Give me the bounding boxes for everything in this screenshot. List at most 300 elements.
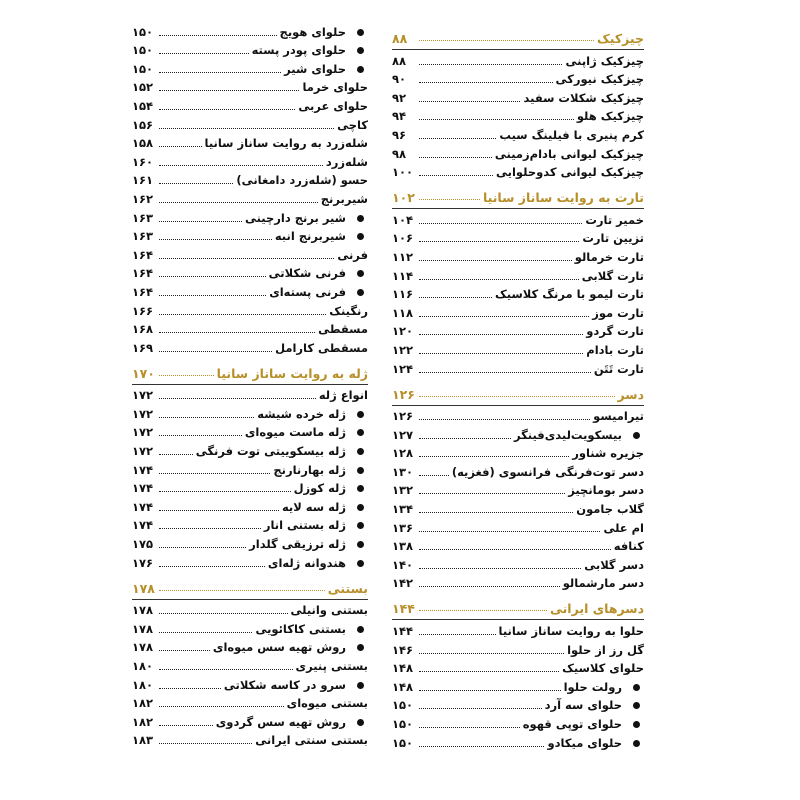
- page-number: ۹۸: [392, 146, 407, 161]
- page-number: ۱۴۸: [392, 679, 414, 694]
- toc-section-heading: [392, 25, 644, 47]
- bullet-icon: [357, 504, 364, 511]
- page-number: ۱۵۰: [392, 735, 414, 750]
- dot-leader: [159, 613, 288, 614]
- entry-title: بستنی کاکائویی: [255, 621, 346, 636]
- dot-leader: [159, 375, 214, 376]
- dot-leader: [159, 669, 293, 670]
- page-number: ۱۸۰: [132, 677, 154, 692]
- entry-title: ژله کوزل: [293, 481, 346, 496]
- toc-subentry: [132, 619, 368, 638]
- toc-subentry: [132, 264, 368, 283]
- page-number: ۱۵۸: [132, 136, 154, 151]
- toc-entry: [132, 694, 368, 713]
- toc-entry: [392, 303, 644, 322]
- entry-title: حلوای هویج: [279, 24, 346, 39]
- toc-subentry: [392, 733, 644, 752]
- entry-title: چیزکیک نیورکی: [555, 72, 644, 87]
- dot-leader: [419, 82, 553, 83]
- bullet-icon: [357, 411, 364, 418]
- entry-title: سرو در کاسه شکلاتی: [223, 677, 346, 692]
- page-number: ۱۵۰: [132, 24, 154, 39]
- page-number: ۱۰۴: [392, 212, 414, 227]
- entry-title: کرم پنیری با فیلینگ سیب: [499, 127, 644, 142]
- entry-title: دسر بومانچیز: [568, 483, 644, 498]
- entry-title: شیربرنج انبه: [274, 229, 346, 244]
- dot-leader: [419, 64, 562, 65]
- bullet-icon: [357, 215, 364, 222]
- dot-leader: [419, 119, 574, 120]
- dot-leader: [419, 199, 480, 200]
- entry-title: شله‌زرد به روایت ساناز سانیا: [204, 136, 368, 151]
- toc-entry: [132, 386, 368, 405]
- page-number: ۱۴۰: [392, 557, 414, 572]
- page-number: ۱۶۳: [132, 229, 154, 244]
- page-number: ۱۸۲: [132, 696, 154, 711]
- page-number: ۱۷۲: [132, 406, 154, 421]
- dot-leader: [419, 138, 496, 139]
- bullet-icon: [633, 684, 640, 691]
- entry-title: ژله بستنی انار: [263, 518, 346, 533]
- toc-entry: [392, 229, 644, 248]
- bullet-icon: [357, 233, 364, 240]
- page-number: ۱۴۶: [392, 642, 414, 657]
- toc-entry: [392, 555, 644, 574]
- bullet-icon: [357, 626, 364, 633]
- bullet-icon: [357, 522, 364, 529]
- toc-entry: [392, 481, 644, 500]
- toc-entry: [392, 51, 644, 70]
- toc-entry: [392, 210, 644, 229]
- entry-title: حلوای میکادو: [547, 735, 622, 750]
- dot-leader: [419, 438, 511, 439]
- entry-title: تارت موز: [592, 305, 644, 320]
- entry-title: بستنی پنیری: [295, 659, 368, 673]
- entry-title: مسقطی کارامل: [275, 340, 368, 355]
- page-number: ۱۱۸: [392, 305, 414, 320]
- page-number: ۱۵۰: [132, 61, 154, 76]
- entry-title: روش تهیه سس گردوی: [215, 714, 346, 729]
- page-number: ۸۸: [392, 31, 408, 46]
- dot-leader: [159, 239, 272, 240]
- dot-leader: [159, 202, 318, 203]
- page-number: ۱۱۶: [392, 287, 414, 302]
- dot-leader: [159, 276, 266, 277]
- dot-leader: [159, 35, 277, 36]
- toc-subentry: [132, 404, 368, 423]
- toc-entry: [132, 245, 368, 264]
- toc-entry: [392, 621, 644, 640]
- dot-leader: [159, 590, 325, 591]
- toc-subentry: [132, 479, 368, 498]
- page-number: ۱۶۱: [132, 173, 154, 188]
- dot-leader: [419, 334, 583, 335]
- bullet-icon: [357, 467, 364, 474]
- page-number: ۱۵۰: [392, 698, 414, 713]
- entry-title: بستنی وانیلی: [290, 603, 368, 618]
- entry-title: دسر مارشمالو: [562, 576, 644, 591]
- dot-leader: [419, 297, 492, 298]
- page-number: ۱۲۸: [392, 446, 414, 461]
- page-number: ۱۵۰: [392, 717, 414, 731]
- dot-leader: [419, 40, 594, 41]
- dot-leader: [419, 157, 492, 158]
- toc-entry: [132, 152, 368, 171]
- dot-leader: [159, 258, 334, 259]
- dot-leader: [159, 351, 272, 352]
- dot-leader: [159, 295, 266, 296]
- entry-title: تارت گردو: [586, 324, 644, 339]
- page-number: ۱۶۰: [132, 154, 154, 169]
- entry-title: ژله بیسکوییتی توت فرنگی: [195, 444, 346, 459]
- toc-entry: [132, 96, 368, 115]
- toc-entry: [392, 518, 644, 537]
- toc-entry: [392, 144, 644, 163]
- page-number: ۱۸۰: [132, 659, 154, 673]
- toc-entry: [392, 574, 644, 593]
- bullet-icon: [357, 541, 364, 548]
- toc-entry: [132, 656, 368, 675]
- dot-leader: [159, 688, 221, 689]
- entry-title: حلوای پودر پسته: [251, 43, 346, 58]
- entry-title: چیزکیک شکلات سفید: [523, 90, 644, 105]
- entry-title: تزیین تارت: [582, 231, 644, 246]
- dot-leader: [419, 727, 520, 728]
- toc-entry: [392, 407, 644, 426]
- entry-title: رنگینک: [329, 303, 368, 318]
- toc-entry: [392, 537, 644, 556]
- page-number: ۱۲۷: [392, 427, 414, 442]
- dot-leader: [159, 53, 249, 54]
- dot-leader: [159, 221, 242, 222]
- dot-leader: [159, 547, 246, 548]
- page-number: ۱۷۲: [132, 425, 154, 440]
- toc-subentry: [132, 675, 368, 694]
- toc-subentry: [132, 227, 368, 246]
- page-number: ۹۲: [392, 90, 407, 105]
- entry-title: روش تهیه سس میوه‌ای: [212, 640, 346, 655]
- entry-title: خمیر تارت: [585, 212, 644, 227]
- dot-leader: [419, 671, 559, 672]
- toc-subentry: [132, 282, 368, 301]
- toc-left-column: [132, 22, 368, 749]
- page-number: ۱۶۸: [132, 322, 154, 337]
- entry-title: گلاب جامون: [576, 502, 644, 517]
- page-number: ۱۷۴: [132, 518, 154, 533]
- entry-title: شیر برنج دارچینی: [244, 210, 346, 225]
- dot-leader: [419, 419, 590, 420]
- page-number: ۱۱۴: [392, 268, 414, 283]
- dot-leader: [159, 706, 284, 707]
- toc-entry: [392, 247, 644, 266]
- toc-entry: [132, 320, 368, 339]
- entry-title: جزیره شناور: [572, 446, 644, 461]
- page-number: ۸۸: [392, 53, 407, 68]
- entry-title: تارت گلابی: [581, 268, 644, 283]
- bullet-icon: [357, 485, 364, 492]
- entry-title: تارت تَتَن: [593, 361, 644, 376]
- page-number: ۱۷۶: [132, 555, 154, 570]
- dot-leader: [419, 353, 583, 354]
- toc-subentry: [132, 497, 368, 516]
- page-number: ۱۲۶: [392, 386, 415, 402]
- toc-subentry: [132, 712, 368, 731]
- toc-section-heading: [132, 360, 368, 382]
- dot-leader: [419, 260, 572, 261]
- entry-title: بستنی میوه‌ای: [286, 696, 368, 711]
- dot-leader: [159, 90, 299, 91]
- entry-title: کاچی: [337, 117, 368, 132]
- toc-entry: [392, 88, 644, 107]
- entry-title: دسر گلابی: [584, 557, 644, 572]
- dot-leader: [419, 396, 615, 397]
- entry-title: ژله ترزیقی گلدار: [249, 537, 346, 552]
- bullet-icon: [357, 448, 364, 455]
- dot-leader: [419, 610, 547, 611]
- dot-leader: [419, 223, 582, 224]
- toc-entry: [392, 285, 644, 304]
- entry-title: مسقطی: [318, 322, 368, 337]
- page-number: ۱۸۲: [132, 714, 154, 729]
- page-number: ۱۶۲: [132, 191, 154, 206]
- toc-entry: [132, 189, 368, 208]
- page-number: ۱۶۴: [132, 266, 154, 281]
- dot-leader: [159, 183, 233, 184]
- page-number: ۱۷۰: [132, 365, 155, 381]
- dot-leader: [419, 512, 573, 513]
- page-number: ۱۶۶: [132, 303, 154, 318]
- entry-title: رولت حلوا: [563, 679, 622, 694]
- dot-leader: [419, 279, 579, 280]
- entry-title: تارت بادام: [586, 342, 644, 357]
- entry-title: دسر توت‌فرنگی فرانسوی (فغزیه): [451, 464, 644, 479]
- toc-entry: [392, 266, 644, 285]
- bullet-icon: [357, 429, 364, 436]
- page-number: ۱۷۸: [132, 621, 154, 636]
- page-number: ۱۶۴: [132, 247, 154, 262]
- toc-subentry: [132, 638, 368, 657]
- toc-entry: [392, 163, 644, 182]
- dot-leader: [419, 549, 611, 550]
- dot-leader: [159, 473, 270, 474]
- page-number: ۹۰: [392, 72, 407, 87]
- dot-leader: [419, 456, 569, 457]
- toc-section-heading: [392, 381, 644, 403]
- toc-entry: [392, 640, 644, 659]
- dot-leader: [159, 528, 261, 529]
- entry-title: ژله خرده شیشه: [257, 406, 346, 421]
- page-number: ۱۳۸: [392, 539, 414, 554]
- toc-entry: [132, 134, 368, 153]
- toc-subentry: [132, 460, 368, 479]
- entry-title: چیزکیک لیوانی بادام‌زمینی: [494, 146, 644, 161]
- toc-entry: [132, 731, 368, 750]
- entry-title: حلوای کلاسیک: [562, 661, 644, 676]
- page-number: ۱۶۹: [132, 340, 154, 355]
- entry-title: دسر: [617, 386, 644, 402]
- page-number: ۱۷۴: [132, 462, 154, 477]
- dot-leader: [419, 372, 591, 373]
- toc-section-heading: [392, 184, 644, 206]
- entry-title: شیربرنج: [320, 191, 368, 206]
- bullet-icon: [633, 721, 640, 728]
- dot-leader: [159, 417, 254, 418]
- toc-subentry: [392, 714, 644, 733]
- page-number: ۱۸۳: [132, 733, 154, 748]
- toc-subentry: [132, 22, 368, 41]
- page-number: ۱۱۲: [392, 249, 414, 264]
- entry-title: حلوای عربی: [298, 98, 368, 113]
- entry-title: بیسکویت‌لیدی‌فینگر: [513, 427, 622, 442]
- page-number: ۱۲۲: [392, 342, 414, 357]
- page-number: ۱۰۰: [392, 165, 414, 180]
- page-number: ۱۵۶: [132, 117, 154, 132]
- dot-leader: [419, 708, 542, 709]
- page-number: ۱۰۲: [392, 190, 415, 206]
- dot-leader: [159, 109, 295, 110]
- entry-title: شله‌زرد: [325, 154, 368, 169]
- page-number: ۱۷۲: [132, 388, 154, 403]
- page-number: ۱۶۴: [132, 284, 154, 299]
- dot-leader: [159, 632, 252, 633]
- dot-leader: [159, 566, 265, 567]
- toc-subentry: [392, 677, 644, 696]
- dot-leader: [159, 743, 252, 744]
- dot-leader: [159, 398, 316, 399]
- toc-subentry: [132, 423, 368, 442]
- page-number: ۱۶۳: [132, 210, 154, 225]
- dot-leader: [159, 454, 193, 455]
- entry-title: تارت خرمالو: [574, 249, 644, 264]
- page-number: ۹۶: [392, 127, 407, 142]
- toc-entry: [392, 70, 644, 89]
- page-number: ۱۵۰: [132, 43, 154, 58]
- dot-leader: [159, 435, 242, 436]
- dot-leader: [419, 175, 493, 176]
- page-number: ۱۴۲: [392, 576, 414, 591]
- toc-subentry: [132, 516, 368, 535]
- dot-leader: [419, 634, 496, 635]
- entry-title: ژله به روایت ساناز سانیا: [216, 365, 368, 381]
- toc-entry: [132, 78, 368, 97]
- dot-leader: [419, 475, 449, 476]
- dot-leader: [159, 650, 210, 651]
- dot-leader: [419, 316, 589, 317]
- bullet-icon: [357, 719, 364, 726]
- dot-leader: [419, 531, 600, 532]
- page-number: ۱۷۸: [132, 603, 154, 618]
- toc-entry: [392, 340, 644, 359]
- page-number: ۱۴۴: [392, 624, 414, 639]
- toc-right-column: [392, 22, 644, 752]
- entry-title: حلوای توپی قهوه: [522, 717, 622, 731]
- toc-entry: [392, 659, 644, 678]
- toc-subentry: [132, 553, 368, 572]
- page-number: ۱۳۴: [392, 502, 414, 517]
- bullet-icon: [357, 47, 364, 54]
- toc-subentry: [132, 534, 368, 553]
- entry-title: بستنی: [327, 580, 368, 596]
- bullet-icon: [633, 740, 640, 747]
- page-number: ۱۵۴: [132, 98, 154, 113]
- entry-title: حلوای خرما: [302, 80, 368, 95]
- toc-entry: [392, 107, 644, 126]
- toc-entry: [392, 125, 644, 144]
- page-number: ۱۵۲: [132, 80, 154, 95]
- bullet-icon: [357, 66, 364, 73]
- toc-section-heading: [132, 575, 368, 597]
- toc-entry: [392, 322, 644, 341]
- bullet-icon: [357, 289, 364, 296]
- entry-title: تارت لیمو با مرنگ کلاسیک: [495, 287, 644, 302]
- page-number: ۱۲۰: [392, 324, 414, 339]
- page-number: ۱۲۴: [392, 361, 414, 376]
- toc-entry: [392, 462, 644, 481]
- bullet-icon: [357, 682, 364, 689]
- dot-leader: [159, 491, 291, 492]
- toc-entry: [392, 499, 644, 518]
- entry-title: گل رز از حلوا: [567, 642, 644, 657]
- entry-title: چیزکیک: [596, 31, 644, 46]
- toc-subentry: [392, 696, 644, 715]
- bullet-icon: [633, 702, 640, 709]
- toc-entry: [392, 359, 644, 378]
- entry-title: چیزکیک لیوانی کدوحلوایی: [496, 165, 644, 180]
- entry-title: حسو (شله‌زرد دامغانی): [236, 173, 368, 188]
- entry-title: ام علی: [603, 520, 644, 535]
- bullet-icon: [357, 29, 364, 36]
- entry-title: فرنی پسته‌ای: [269, 284, 346, 299]
- dot-leader: [419, 586, 560, 587]
- dot-leader: [159, 314, 326, 315]
- dot-leader: [419, 101, 520, 102]
- dot-leader: [159, 146, 202, 147]
- entry-title: حلوای سه آرد: [544, 698, 622, 713]
- toc-entry: [132, 601, 368, 620]
- dot-leader: [159, 165, 323, 166]
- entry-title: چیزکیک ژاپنی: [565, 53, 644, 68]
- dot-leader: [419, 241, 579, 242]
- entry-title: تارت به روایت ساناز سانیا: [482, 190, 644, 206]
- bullet-icon: [633, 432, 640, 439]
- dot-leader: [159, 332, 315, 333]
- page-number: ۹۴: [392, 109, 407, 124]
- bullet-icon: [357, 560, 364, 567]
- toc-entry: [392, 444, 644, 463]
- entry-title: ژله سه لایه: [281, 499, 346, 514]
- entry-title: هندوانه ژله‌ای: [267, 555, 346, 570]
- page-number: ۱۷۴: [132, 499, 154, 514]
- page-number: ۱۷۴: [132, 481, 154, 496]
- toc-entry: [132, 338, 368, 357]
- toc-entry: [132, 171, 368, 190]
- entry-title: کنافه: [613, 539, 644, 554]
- dot-leader: [159, 72, 281, 73]
- bullet-icon: [357, 270, 364, 277]
- toc-entry: [132, 115, 368, 134]
- dot-leader: [159, 725, 213, 726]
- entry-title: حلوا به روایت ساناز سانیا: [498, 624, 644, 639]
- toc-subentry: [392, 425, 644, 444]
- page-number: ۱۷۸: [132, 580, 155, 596]
- bullet-icon: [357, 644, 364, 651]
- page-number: ۱۲۶: [392, 409, 414, 424]
- page-number: ۱۴۴: [392, 601, 415, 617]
- toc-entry: [132, 301, 368, 320]
- dot-leader: [419, 568, 581, 569]
- entry-title: تیرامیسو: [593, 409, 644, 424]
- toc-subentry: [132, 208, 368, 227]
